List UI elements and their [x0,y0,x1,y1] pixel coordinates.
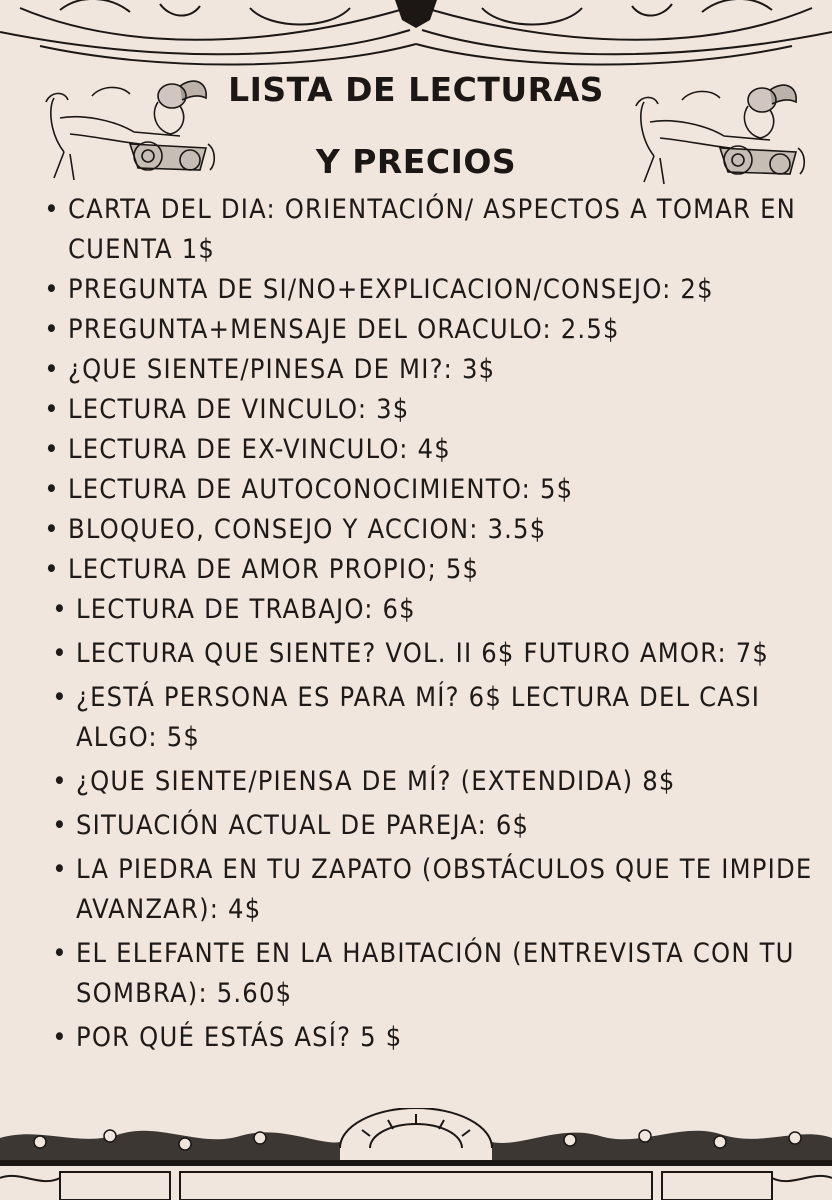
list-item-text: LECTURA DE AUTOCONOCIMIENTO: 5$ [68,474,574,505]
list-item-text: ¿QUE SIENTE/PINESA DE MI?: 3$ [68,354,496,385]
bullet: • [44,274,60,305]
page-subtitle: Y PRECIOS [315,142,517,181]
list-item [40,510,815,550]
ornamental-book-flourish-icon [0,0,832,72]
list-item [40,470,815,510]
list-item-text: LECTURA DE EX-VINCULO: 4$ [68,434,451,465]
bullet: • [44,554,60,585]
bullet: • [52,682,68,713]
list-item [40,550,815,590]
list-item-text: BLOQUEO, CONSEJO Y ACCION: 3.5$ [68,514,547,545]
list-item-text: EL ELEFANTE EN LA HABITACIÓN (ENTREVISTA CON TU SOMBRA): 5.60$ [76,938,795,1009]
list-item-text: LECTURA DE TRABAJO: 6$ [76,594,416,625]
list-item-text: ¿ESTÁ PERSONA ES PARA MÍ? 6$ LECTURA DEL CASI ALGO: 5$ [76,682,761,753]
list-item-text: POR QUÉ ESTÁS ASÍ? 5 $ [76,1022,403,1053]
list-item [40,390,815,430]
list-item [40,678,815,758]
list-item-text: SITUACIÓN ACTUAL DE PAREJA: 6$ [76,810,530,841]
list-item-text: LECTURA DE AMOR PROPIO; 5$ [68,554,480,585]
bullet: • [52,854,68,885]
list-item [40,430,815,470]
list-item [40,270,815,310]
list-item-text: LECTURA DE VINCULO: 3$ [68,394,410,425]
list-item-text: PREGUNTA DE SI/NO+EXPLICACION/CONSEJO: 2$ [68,274,714,305]
list-item-text: LA PIEDRA EN TU ZAPATO (OBSTÁCULOS QUE TE IMPIDE AVANZAR): 4$ [76,854,813,925]
list-item [40,806,815,846]
bullet: • [52,594,68,625]
bullet: • [44,194,60,225]
bullet: • [44,514,60,545]
floral-sunrise-border-icon [0,1108,832,1200]
list-item [40,634,815,674]
list-item [40,762,815,802]
bullet: • [44,354,60,385]
bullet: • [52,638,68,669]
list-item-text: ¿QUE SIENTE/PIENSA DE MÍ? (EXTENDIDA) 8$ [76,766,676,797]
bullet: • [44,394,60,425]
bullet: • [44,474,60,505]
list-item [40,350,815,390]
list-item-text: LECTURA QUE SIENTE? VOL. II 6$ FUTURO AMOR: 7$ [76,638,770,669]
bullet: • [44,434,60,465]
price-list [40,190,815,1058]
list-item-text: CARTA DEL DIA: ORIENTACIÓN/ ASPECTOS A TOMAR EN CUENTA 1$ [68,194,797,265]
list-item [40,310,815,350]
bullet: • [44,314,60,345]
bullet: • [52,938,68,969]
list-item-text: PREGUNTA+MENSAJE DEL ORACULO: 2.5$ [68,314,620,345]
bullet: • [52,1022,68,1053]
bullet: • [52,766,68,797]
list-item [40,190,815,270]
list-item [40,934,815,1014]
list-item [40,1018,815,1058]
list-item [40,590,815,630]
list-item [40,850,815,930]
bullet: • [52,810,68,841]
page-title: LISTA DE LECTURAS [228,70,604,109]
